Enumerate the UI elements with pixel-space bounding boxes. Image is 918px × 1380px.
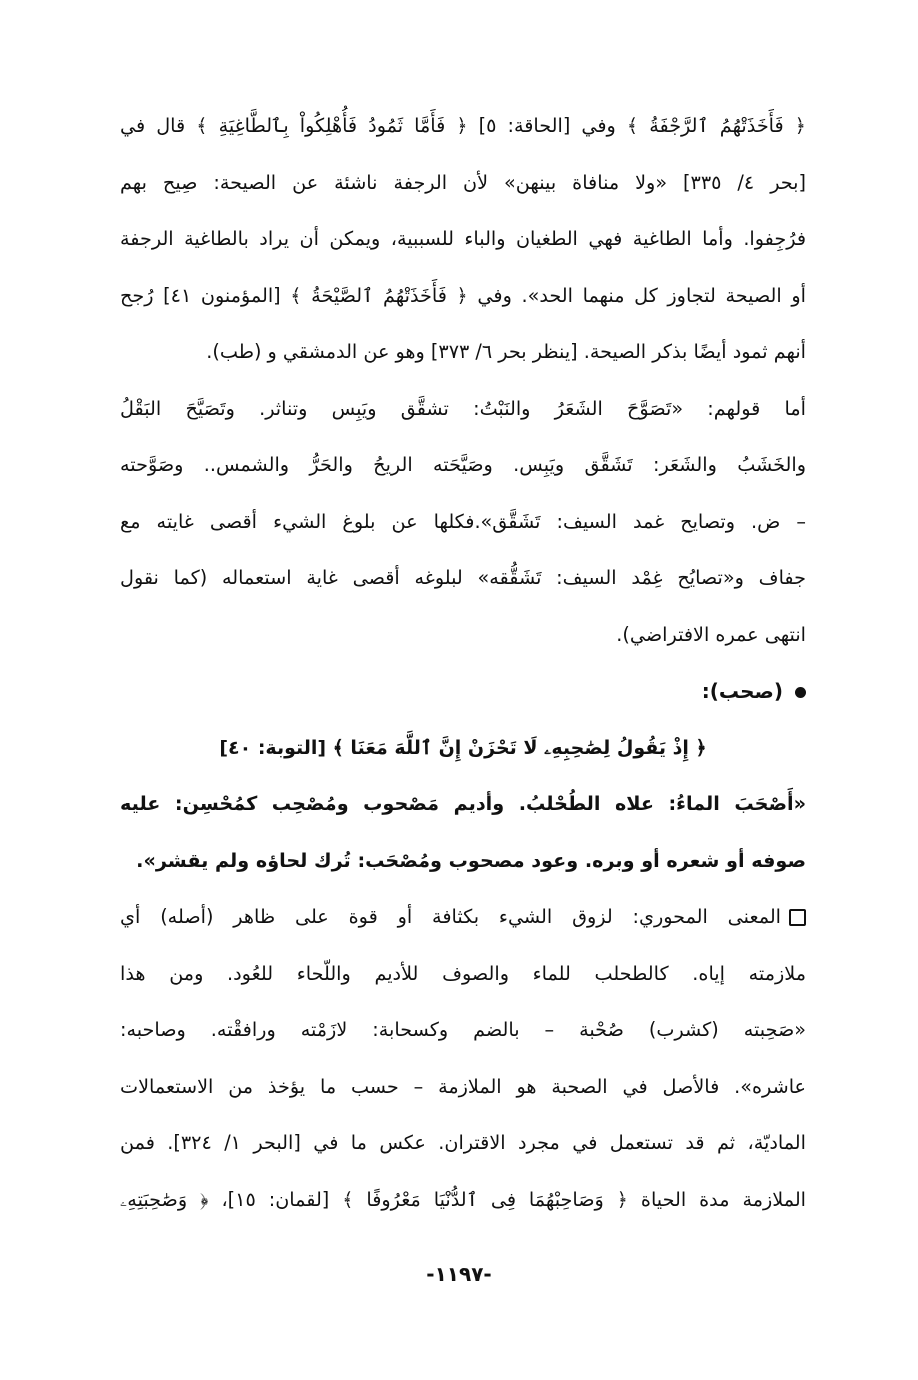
text-line: ﴿ فَأَخَذَتْهُمُ ٱلرَّجْفَةُ ﴾ وفي [الحاقة: ٥] ﴿ فَأَمَّا ثَمُودُ فَأُهْلِكُواْ بِٱلطَّاغِيَةِ ﴾ قال في (120, 114, 806, 137)
text-line: الملازمة مدة الحياة ﴿ وَصَاحِبْهُمَا فِى ٱلدُّنْيَا مَعْرُوفًا ﴾ [لقمان: ١٥]، ﴿ وَصَٰحِبَتِهِۦ (120, 1187, 806, 1211)
text-line: الماديّة، ثم قد تستعمل في مجرد الاقتران. عكس ما في [البحر ١/ ٣٢٤]. فمن (120, 1131, 806, 1154)
text-line: أو الصيحة لتجاوز كل منهما الحد». وفي ﴿ فَأَخَذَتْهُمُ ٱلصَّيْحَةُ ﴾ [المؤمنون ٤١] رُجح (120, 283, 806, 307)
checkbox-square-icon (789, 909, 806, 926)
definition-line: صوفه أو شعره أو وبره. وعود مصحوب ومُصْحَب: تُرك لحاؤه ولم يقشر». (136, 848, 806, 872)
text-line: أما قولهم: «تَصَوَّحَ الشَعَرُ والنَبْتُ: تشقَّق ويَبِس وتناثر. وتَصَيَّحَ البَقْلُ (120, 396, 806, 420)
bullet-icon (795, 687, 806, 698)
core-meaning-text: المعنى المحوري: لزوق الشيء بكثافة أو قوة على ظاهر (أصله) أي (120, 905, 781, 928)
section-heading (120, 663, 806, 720)
text-line: والخَشَبُ والشَعَر: تَشَقَّق ويَبِس. وصَيَّحَته الريحُ والحَرُّ والشمس.. وصَوَّحته (120, 453, 806, 476)
definition-line: «أَصْحَبَ الماءُ: علاه الطُحْلبُ. وأديم مَصْحوب ومُصْحِب كمُحْسِن: عليه (120, 792, 806, 815)
text-line: جفاف و«تصايُح غِمْد السيف: تَشَقُّقه» لبلوغه أقصى غاية استعماله (كما نقول (120, 566, 806, 589)
text-line: [بحر ٤/ ٣٣٥] «ولا منافاة بينهن» لأن الرجفة ناشئة عن الصيحة: صِيح بهم (120, 170, 806, 194)
quran-verse: ﴿ إِذْ يَقُولُ لِصَٰحِبِهِۦ لَا تَحْزَنْ إِنَّ ٱللَّهَ مَعَنَا ﴾ [التوبة: ٤٠] (219, 736, 707, 759)
text-line: فرُجِفوا. وأما الطاغية فهي الطغيان والباء للسببية، ويمكن أن يراد بالطاغية الرجفة (120, 227, 806, 250)
text-line: عاشره». فالأصل في الصحبة هو الملازمة – حسب ما يؤخذ من الاستعمالات (120, 1074, 806, 1098)
core-meaning-line (120, 889, 806, 946)
page-number: -١١٩٧- (426, 1262, 492, 1286)
text-line: انتهى عمره الافتراضي). (616, 622, 806, 646)
text-line: – ض. وتصايح غمد السيف: تَشَقَّق».فكلها عن بلوغ الشيء أقصى غايته مع (120, 509, 806, 533)
page-body (120, 98, 806, 1228)
text-line: ملازمته إياه. كالطحلب للماء والصوف للأديم واللّحاء للعُود. ومن هذا (120, 961, 806, 985)
text-line: أنهم ثمود أيضًا بذكر الصيحة. [ينظر بحر ٦/ ٣٧٣] وهو عن الدمشقي و (طب). (206, 340, 806, 363)
section-heading-label: (صحب): (701, 679, 783, 703)
text-line: «صَحِبته (كشرب) صُحْبة – بالضم وكسحابة: لازَمْته ورافقْته. وصاحبه: (120, 1018, 806, 1041)
